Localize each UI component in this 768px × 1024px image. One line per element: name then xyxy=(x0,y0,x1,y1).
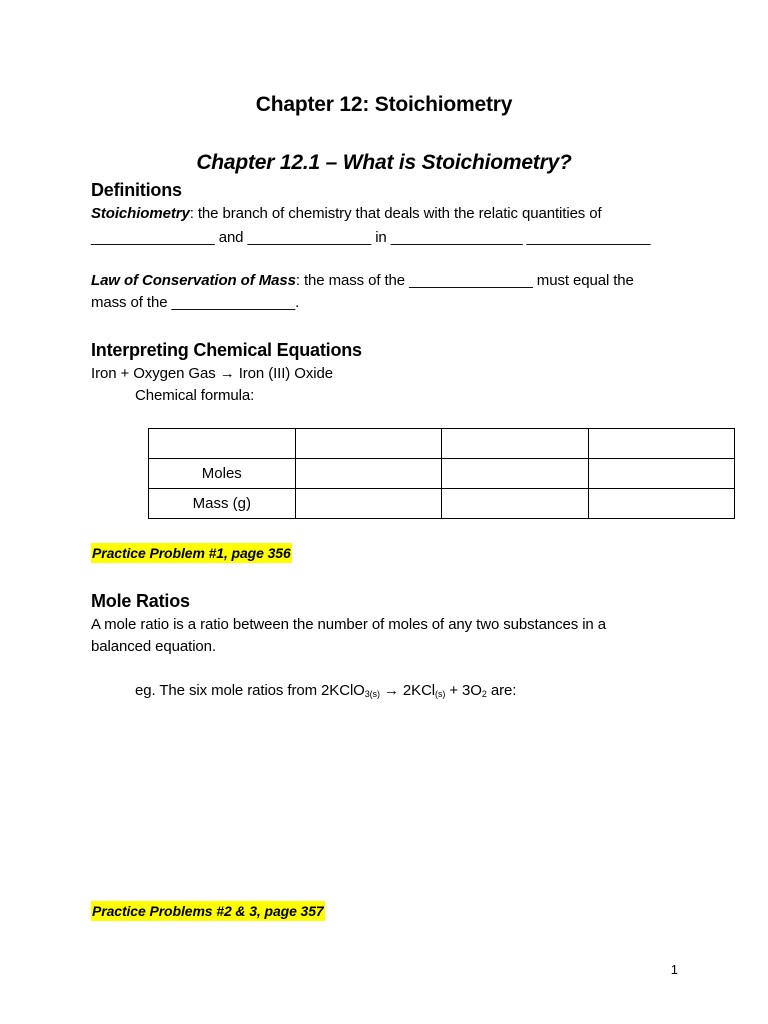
formula-label: Chemical formula: xyxy=(135,387,255,404)
stoichiometry-definition xyxy=(91,203,602,225)
section-title: Chapter 12.1 – What is Stoichiometry? xyxy=(196,151,572,174)
oxygen-text: + 3O xyxy=(445,682,482,699)
practice-problem-1 xyxy=(91,545,292,563)
conservation-term: Law of Conservation of Mass xyxy=(91,272,296,289)
table-cell xyxy=(149,429,296,459)
table-cell xyxy=(442,429,588,459)
practice-problem-2-label: Practice Problems #2 & 3, page 357 xyxy=(92,903,324,919)
product-text: Iron (III) Oxide xyxy=(238,365,333,382)
table-cell: Mass (g) xyxy=(149,489,296,519)
word-equation xyxy=(91,363,333,385)
mole-ratio-example xyxy=(135,680,516,702)
page-number: 1 xyxy=(670,962,678,977)
conservation-definition xyxy=(91,270,634,292)
table-cell xyxy=(295,429,441,459)
kcl-state-subscript: (s) xyxy=(435,689,446,699)
reaction-arrow-icon: → xyxy=(219,365,235,382)
kclo3-state-subscript: 3(s) xyxy=(364,689,380,699)
stoichiometry-blanks: _______________ and _______________ in ________________ _______________ xyxy=(91,229,651,246)
table-row xyxy=(149,459,735,489)
table-row xyxy=(149,429,735,459)
reaction-arrow-icon: → xyxy=(383,682,399,699)
definitions-heading: Definitions xyxy=(91,180,182,200)
kcl-text: 2KCl xyxy=(402,682,436,699)
chapter-title: Chapter 12: Stoichiometry xyxy=(255,93,513,116)
mole-ratios-heading: Mole Ratios xyxy=(91,591,190,611)
table-cell xyxy=(588,459,734,489)
table-cell xyxy=(442,489,588,519)
conservation-text: : the mass of the _______________ must equal the xyxy=(295,272,634,289)
oxygen-subscript: 2 xyxy=(481,689,487,699)
stoichiometry-text: : the branch of chemistry that deals with the relatic quantities of xyxy=(189,205,602,222)
table-cell xyxy=(588,489,734,519)
interpreting-heading: Interpreting Chemical Equations xyxy=(91,340,362,360)
moles-mass-table xyxy=(148,428,735,519)
example-prefix: eg. The six mole ratios from 2KClO xyxy=(135,682,365,699)
practice-problem-2 xyxy=(91,903,325,921)
practice-problem-1-label: Practice Problem #1, page 356 xyxy=(92,545,291,561)
table-cell: Moles xyxy=(149,459,296,489)
table-cell xyxy=(442,459,588,489)
mole-ratio-definition-line1: A mole ratio is a ratio between the number of moles of any two substances in a xyxy=(91,616,606,633)
mole-ratio-definition-line2: balanced equation. xyxy=(91,638,216,655)
example-suffix: are: xyxy=(486,682,517,699)
reactants-text: Iron + Oxygen Gas xyxy=(91,365,216,382)
table-cell xyxy=(295,459,441,489)
table-row xyxy=(149,489,735,519)
conservation-line2: mass of the _______________. xyxy=(91,294,300,311)
table-cell xyxy=(588,429,734,459)
stoichiometry-term: Stoichiometry xyxy=(91,205,190,222)
table-cell xyxy=(295,489,441,519)
